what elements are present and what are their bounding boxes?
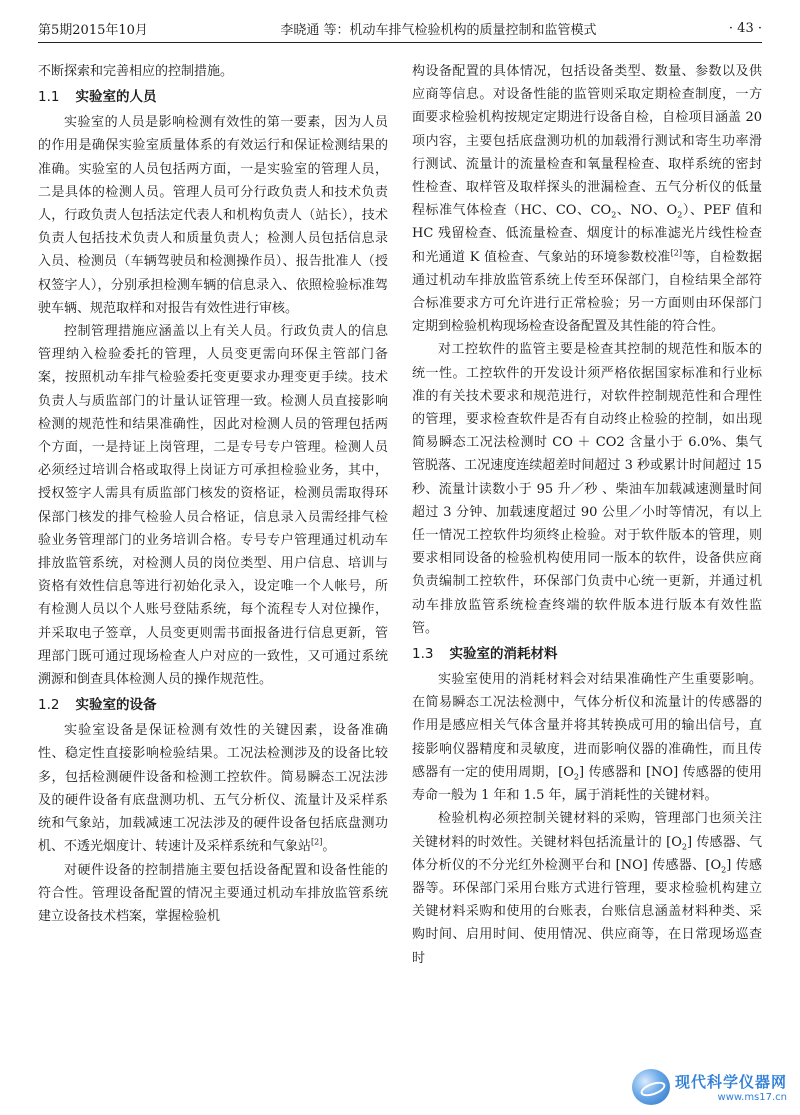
- paragraph: 对硬件设备的控制措施主要包括设备配置和设备性能的符合性。管理设备配置的情况主要通过机动车排放监管系统建立设备技术档案，掌握检验机: [38, 862, 388, 924]
- paragraph-text: 。: [322, 839, 336, 855]
- right-column: [412, 60, 762, 970]
- subscript: 2: [611, 210, 617, 220]
- section-heading-1-2: [38, 694, 388, 716]
- section-number: 1.2: [38, 697, 60, 714]
- paragraph-text: 、NO、O: [616, 203, 678, 219]
- paragraph-text: 构设备配置的具体情况，包括设备类型、数量、参数以及供应商等信息。对设备性能的监管则采取定期检查制度，一方面要求检验机构按规定定期进行设备自检，自检项目涵盖 20 项内容，主要包括底盘测功机的加载滑行测试和寄生功率滑行测试、流量计的流量检查和氧量程检查、取样系统的密封性检查、取样管及取样探头的泄漏检查、五气分析仪的低量程标准气体检查（HC、CO、CO: [412, 64, 762, 219]
- issue-info: 第5期2015年10月: [38, 22, 148, 38]
- paragraph-text: 实验室设备是保证检测有效性的关键因素，设备准确性、稳定性直接影响检验结果。工况法检测涉及的设备比较多，包括检测硬件设备和检测工控软件。简易瞬态工况法涉及的硬件设备有底盘测功机、五气分析仪、流量计及采样系统和气象站，加载减速工况法涉及的硬件设备包括底盘测功机、不透光烟度计、转速计及采样系统和气象站: [38, 723, 388, 855]
- subscript: 2: [677, 210, 683, 220]
- page-number: · 43 ·: [728, 20, 762, 36]
- section-title: 实验室的设备: [75, 697, 157, 714]
- left-column: [38, 60, 388, 928]
- running-header: [38, 14, 762, 43]
- subscript: 2: [721, 865, 727, 875]
- running-title: 李晓通 等：机动车排气检验机构的质量控制和监管模式: [280, 22, 597, 38]
- citation: [2]: [670, 248, 682, 258]
- paragraph: 实验室的人员是影响检测有效性的第一要素，因为人员的作用是确保实验室质量体系的有效运行和保证检测结果的准确。实验室的人员包括两方面，一是实验室的管理人员，二是具体的检测人员。管理人员可分行政负责人和技术负责人，行政负责人包括法定代表人和机构负责人（站长），技术负责人包括技术负责人和质量负责人；检测人员包括信息录入员、检测员（车辆驾驶员和检测操作员）、报告批准人（授权签字人），分别承担检测车辆的信息录入、依照检验标准驾驶车辆、规范取样和对报告有效性进行审核。: [38, 115, 388, 316]
- paragraph-text: ] 传感器和 [NO] 传感器的使用寿命一般为 1 年和 1.5 年，属于消耗性的关键材料。: [412, 764, 762, 804]
- paragraph-text: ] 传感器等。环保部门采用台账方式进行管理，要求检验机构建立关键材料采购和使用的台账表，台账信息涵盖材料种类、采购时间、启用时间、使用情况、供应商等，在日常现场巡查时: [412, 857, 762, 966]
- paragraph: 对工控软件的监管主要是检查其控制的规范性和版本的统一性。工控软件的开发设计须严格依据国家标准和行业标准的有关技术要求和规范进行，对软件控制规范性和合理性的管理，要求检查软件是否有自动终止检验的控制，如出现简易瞬态工况法检测时 CO ＋ CO2 含量小于 6.0%、集气管脱落、工况速度连续超差时间超过 3 秒或累计时间超过 15 秒、流量计读数小于 95 升／秒 、柴油车加载减速测量时间超过 3 分钟、加载速度超过 90 公里／小时等情况，有以上任一情况工控软件均须终止检验。对于软件版本的管理，则要求相同设备的检验机构使用同一版本的软件，设备供应商负责编制工控软件，环保部门负责中心统一更新，并通过机动车排放监管系统检查终端的软件版本进行版本有效性监管。: [412, 342, 762, 636]
- paragraph-text: ] 传感器、气体分析仪的不分光红外检测平台和 [NO] 传感器、[O: [412, 834, 762, 873]
- section-heading-1-3: [412, 643, 762, 665]
- paragraph-continued: 不断探索和完善相应的控制措施。: [38, 64, 234, 79]
- watermark: [632, 1067, 792, 1107]
- section-title: 实验室的人员: [75, 89, 157, 106]
- paragraph: [412, 668, 762, 807]
- paragraph: [412, 807, 762, 969]
- paragraph-text: 实验室使用的消耗材料会对结果准确性产生重要影响。在简易瞬态工况法检测中，气体分析仪和流量计的传感器的作用是感应相关气体含量并将其转换成可用的输出信号，直接影响仪器精度和灵敏度，进而影响仪器的准确性，而且传感器有一定的使用周期，[O: [412, 672, 762, 780]
- paragraph-text: ）、PEF 值和 HC 残留检查、低流量检查、烟度计的标准滤光片线性检查和光通道 K 值检查、气象站的环境参数校准: [412, 203, 763, 265]
- section-number: 1.1: [38, 89, 60, 106]
- subscript: 2: [573, 772, 579, 782]
- paragraph: 控制管理措施应涵盖以上有关人员。行政负责人的信息管理纳入检验委托的管理，人员变更需向环保主管部门备案，按照机动车排气检验委托变更要求办理变更手续。技术负责人与质监部门的计量认证管理一致。检测人员直接影响检测的规范性和结果准确性，因此对检测人员的管理包括两个方面，一是持证上岗管理，二是专号专户管理。检测人员必须经过培训合格或取得上岗证方可承担检验业务，其中，授权签字人需具有质监部门核发的资格证，检测员需取得环保部门核发的排气检验人员合格证，信息录入员需经排气检验业务管理部门的业务培训合格。专号专户管理通过机动车排放监管系统，对检测人员的岗位类型、用户信息、培训与资格有效性信息等进行初始化录入，设定唯一个人帐号，所有检测人员以个人账号登陆系统，每个流程专人对位操作，并采取电子签章，人员变更则需书面报备进行信息更新，管理部门既可通过现场检查人户对应的一致性，又可通过系统溯源和倒查具体检测人员的操作规范性。: [38, 324, 388, 688]
- globe-logo-icon: [632, 1069, 670, 1105]
- paragraph-text: 检验机构必须控制关键材料的采购，管理部门也须关注关键材料的时效性。关键材料包括流量计的 [O: [412, 811, 762, 850]
- paragraph-text: 等，自检数据通过机动车排放监管系统上传至环保部门，自检结果全部符合标准要求方可允许进行正常检验；另一方面则由环保部门定期到检验机构现场检查设备配置及其性能的符合性。: [412, 249, 762, 335]
- section-number: 1.3: [412, 646, 434, 663]
- section-heading-1-1: [38, 86, 388, 108]
- citation: [2]: [311, 837, 323, 847]
- paragraph: [38, 719, 388, 858]
- watermark-name: 现代科学仪器网: [675, 1073, 788, 1091]
- paragraph-continued: [412, 60, 762, 338]
- subscript: 2: [681, 842, 688, 852]
- watermark-url: www.ms17.cn: [717, 1092, 788, 1103]
- section-title: 实验室的消耗材料: [449, 646, 558, 663]
